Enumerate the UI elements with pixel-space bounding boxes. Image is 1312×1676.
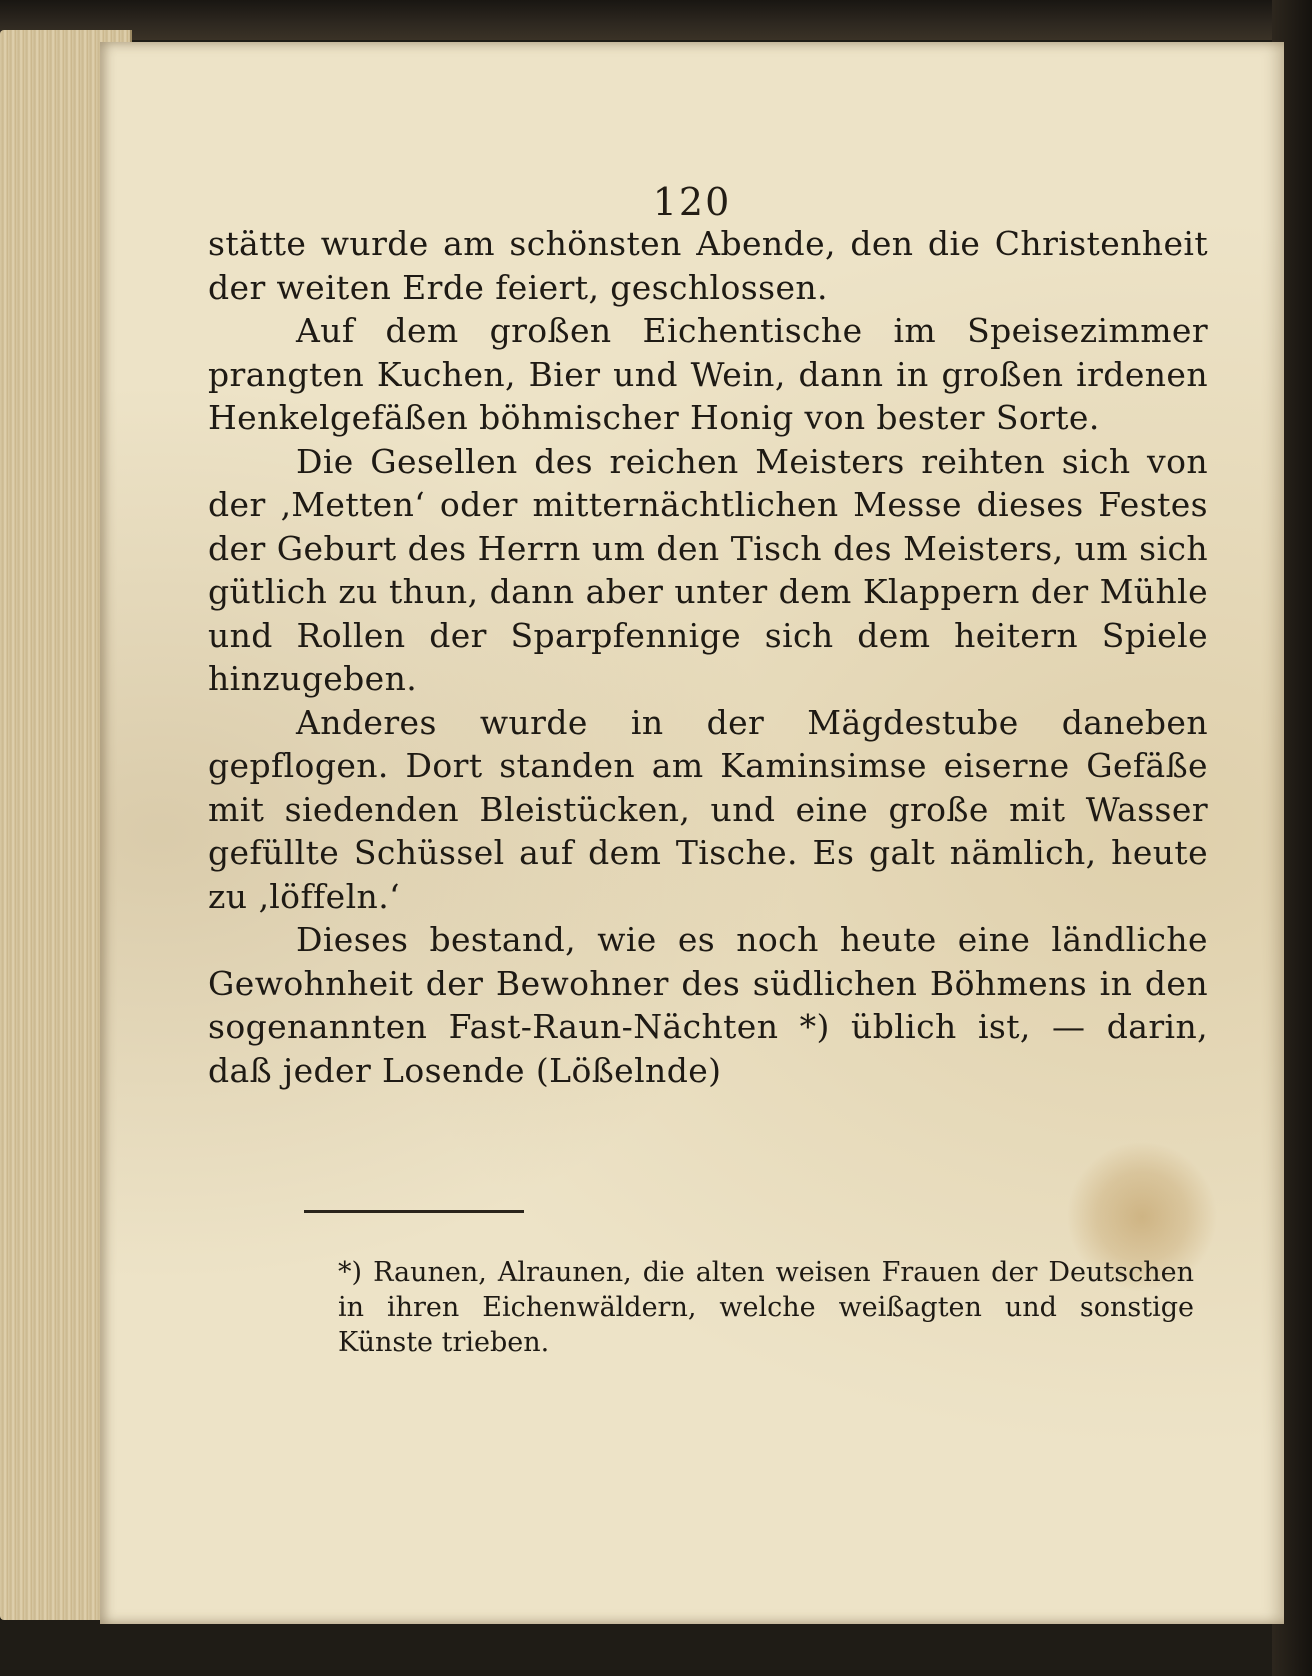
body-text <box>208 222 1208 1092</box>
paragraph-5: Dieses bestand, wie es noch heute eine ländliche Gewohnheit der Bewohner des südlichen Böhmens in den sogenannten Fast-Raun-Nächten *) üblich ist, — darin, daß jeder Losende (Lößelnde) <box>208 920 1208 1090</box>
paragraph-2: Auf dem großen Eichentische im Speisezimmer prangten Kuchen, Bier und Wein, dann in großen irdenen Henkelgefäßen böhmischer Honig von bester Sorte. <box>208 311 1208 437</box>
paragraph-3: Die Gesellen des reichen Meisters reihten sich von der ‚Metten‘ oder mitternächtlichen Messe dieses Festes der Geburt des Herrn um den Tisch des Meisters, um sich gütlich zu thun, dann aber unter dem Klappern der Mühle und Rollen der Sparpfennige sich dem heitern Spiele hinzugeben. <box>208 441 1208 698</box>
book-top-edge <box>0 0 1312 40</box>
footnote: *) Raunen, Alraunen, die alten weisen Frauen der Deutschen in ihren Eichenwäldern, welche weißagten und sonstige Künste trieben. <box>338 1257 1194 1358</box>
paragraph-4: Anderes wurde in der Mägdestube daneben gepflogen. Dort standen am Kaminsimse eiserne Gefäße mit siedenden Bleistücken, und eine große mit Wasser gefüllte Schüssel auf dem Tische. Es galt nämlich, heute zu ‚löffeln.‘ <box>208 702 1208 916</box>
page-number: 120 <box>652 180 732 224</box>
paragraph-1: stätte wurde am schönsten Abende, den die Christenheit der weiten Erde feiert, geschlossen. <box>208 224 1208 307</box>
footnote-divider <box>304 1210 524 1213</box>
